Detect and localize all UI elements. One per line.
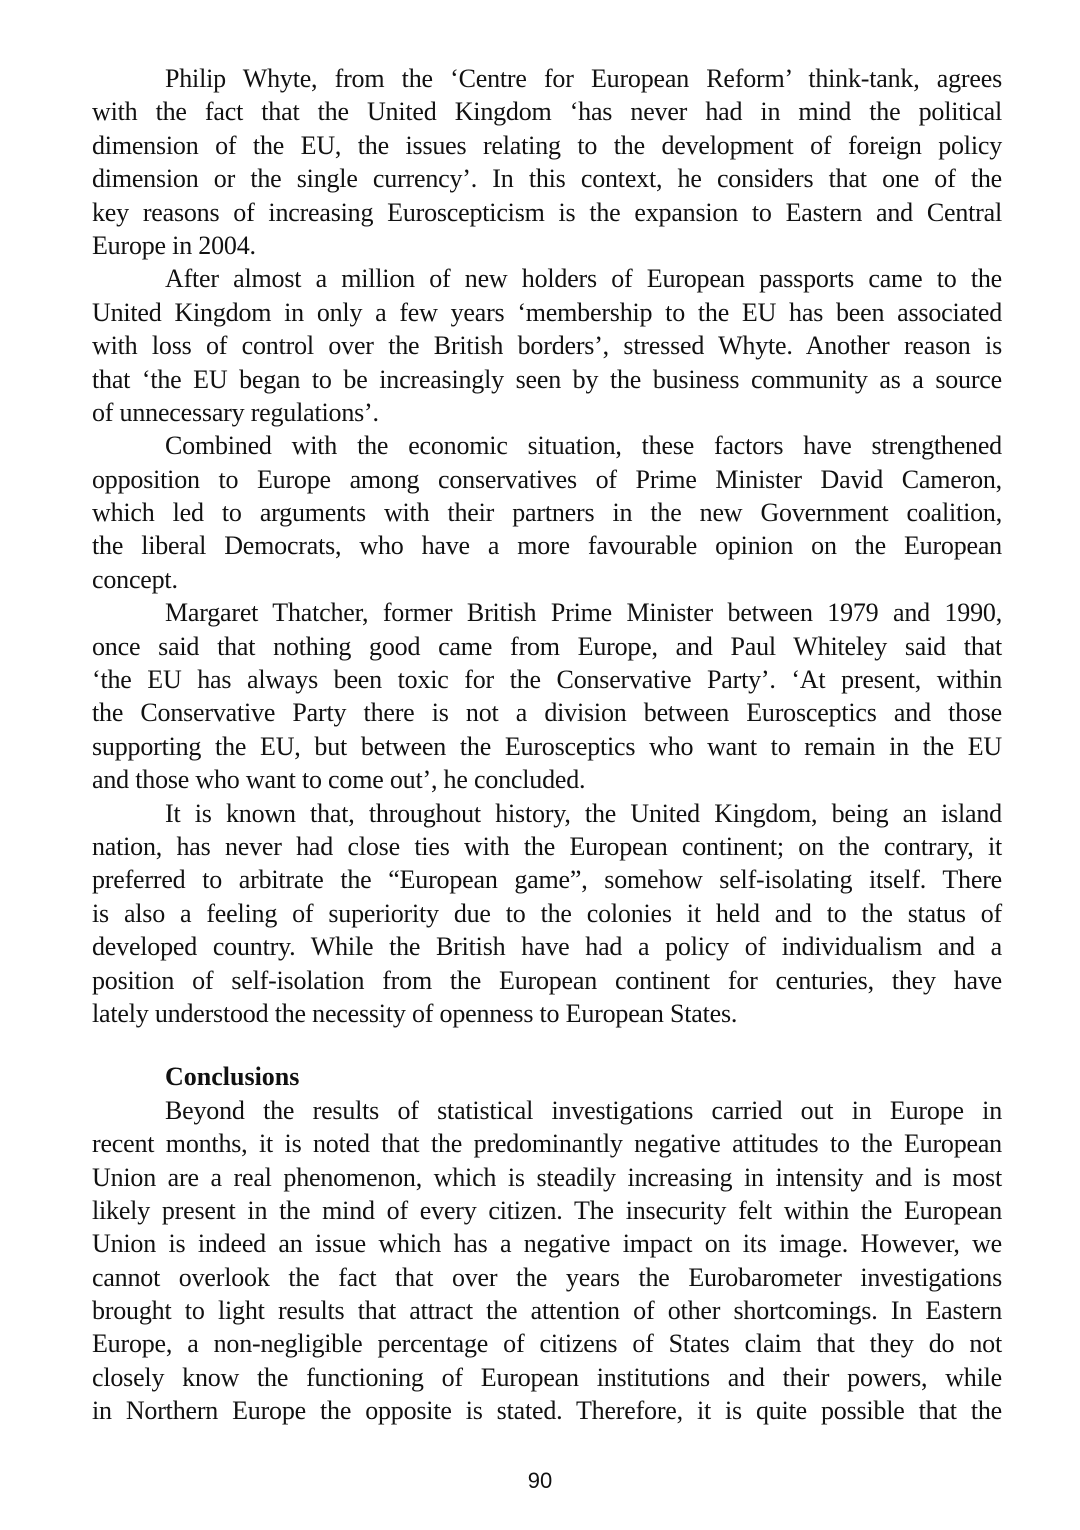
text-line: Margaret Thatcher, former British Prime Minister between 1979 and 1990, <box>165 598 1002 628</box>
text-line: supporting the EU, but between the Eurosceptics who want to remain in the EU <box>92 731 1002 761</box>
text-line: Beyond the results of statistical investigations carried out in Europe in <box>165 1095 1002 1125</box>
text-line: that ‘the EU began to be increasingly seen by the business community as a source <box>92 364 1002 394</box>
paragraph-passports-borders <box>92 262 1002 429</box>
page-body <box>92 62 1002 1428</box>
paragraph-thatcher-whiteley <box>92 596 1002 796</box>
text-line: position of self-isolation from the European continent for centuries, they have <box>92 965 1002 995</box>
paragraph-whyte-political-dimension <box>92 62 1002 262</box>
text-line: recent months, it is noted that the predominantly negative attitudes to the European <box>92 1129 1002 1159</box>
page-number: 90 <box>527 1468 553 1493</box>
text-line: key reasons of increasing Euroscepticism is the expansion to Eastern and Central <box>92 197 1002 227</box>
paragraph-conclusions <box>92 1094 1002 1428</box>
text-line: with the fact that the United Kingdom ‘has never had in mind the political <box>92 97 1002 127</box>
text-line: brought to light results that attract the attention of other shortcomings. In Eastern <box>92 1296 1002 1326</box>
text-line: United Kingdom in only a few years ‘membership to the EU has been associated <box>92 297 1002 327</box>
paragraph-island-nation <box>92 797 1002 1031</box>
paragraph-economic-situation <box>92 429 1002 596</box>
text-line: Union is indeed an issue which has a negative impact on its image. However, we <box>92 1229 1002 1259</box>
text-line: Union are a real phenomenon, which is steadily increasing in intensity and is most <box>92 1162 1002 1192</box>
text-line: of unnecessary regulations’. <box>92 397 379 427</box>
text-line: the Conservative Party there is not a division between Eurosceptics and those <box>92 698 1002 728</box>
text-line: dimension or the single currency’. In this context, he considers that one of the <box>92 164 1002 194</box>
text-line: Europe, a non-negligible percentage of citizens of States claim that they do not <box>92 1329 1002 1359</box>
text-line: concept. <box>92 564 178 594</box>
text-line: Europe in 2004. <box>92 230 256 260</box>
text-line: in Northern Europe the opposite is stated. Therefore, it is quite possible that the <box>92 1396 1002 1426</box>
text-line: with loss of control over the British borders’, stressed Whyte. Another reason is <box>92 331 1002 361</box>
text-line: closely know the functioning of European institutions and their powers, while <box>92 1362 1002 1392</box>
text-line: developed country. While the British have had a policy of individualism and a <box>92 932 1002 962</box>
text-line: likely present in the mind of every citizen. The insecurity felt within the European <box>92 1195 1002 1225</box>
text-line: Combined with the economic situation, these factors have strengthened <box>165 431 1002 461</box>
text-line: nation, has never had close ties with the European continent; on the contrary, it <box>92 831 1002 861</box>
section-spacer <box>92 1030 1002 1060</box>
text-line: It is known that, throughout history, the United Kingdom, being an island <box>165 798 1002 828</box>
section-heading-conclusions: Conclusions <box>165 1062 300 1092</box>
text-line: the liberal Democrats, who have a more favourable opinion on the European <box>92 531 1002 561</box>
text-line: lately understood the necessity of openness to European States. <box>92 998 738 1028</box>
text-line: After almost a million of new holders of European passports came to the <box>165 264 1002 294</box>
text-line: cannot overlook the fact that over the years the Eurobarometer investigations <box>92 1262 1002 1292</box>
text-line: preferred to arbitrate the “European game”, somehow self-isolating itself. There <box>92 865 1002 895</box>
text-line: ‘the EU has always been toxic for the Conservative Party’. ‘At present, within <box>92 665 1002 695</box>
text-line: which led to arguments with their partners in the new Government coalition, <box>92 498 1002 528</box>
text-line: and those who want to come out’, he concluded. <box>92 765 586 795</box>
text-line: once said that nothing good came from Europe, and Paul Whiteley said that <box>92 631 1002 661</box>
text-line: Philip Whyte, from the ‘Centre for European Reform’ think-tank, agrees <box>165 64 1002 93</box>
text-line: opposition to Europe among conservatives of Prime Minister David Cameron, <box>92 464 1002 494</box>
text-line: is also a feeling of superiority due to the colonies it held and to the status of <box>92 898 1002 928</box>
text-line: dimension of the EU, the issues relating to the development of foreign policy <box>92 130 1002 160</box>
